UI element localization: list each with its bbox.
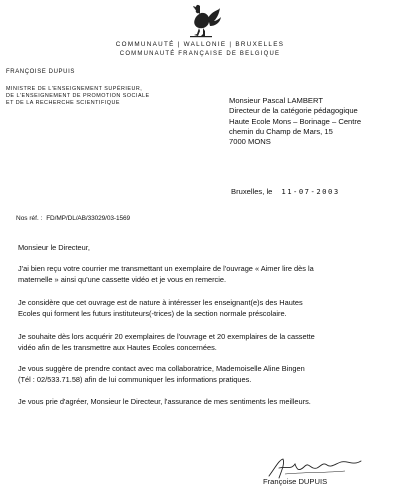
sender-name: FRANÇOISE DUPUIS: [6, 69, 75, 75]
paragraph-line: vidéo afin de les transmettre aux Hautes Ecoles concernées.: [18, 342, 217, 352]
reference-label: Nos réf. :: [16, 215, 43, 222]
paragraph-2: [18, 298, 303, 319]
signatory-name: Françoise DUPUIS: [263, 477, 328, 486]
address-line: Monsieur Pascal LAMBERT: [229, 96, 323, 105]
reference-value: FD/MP/DL/AB/33029/03-1569: [46, 215, 131, 222]
ministry-title: [6, 86, 150, 107]
ministry-line: ET DE LA RECHERCHE SCIENTIFIQUE: [6, 100, 120, 106]
paragraph-4: [18, 364, 305, 385]
paragraph-line: Je souhaite dès lors acquérir 20 exemplaires de l'ouvrage et 20 exemplaires de la cassette: [18, 332, 315, 341]
date-stamp: 11-07-2003: [281, 187, 340, 196]
closing-paragraph: [18, 397, 311, 408]
date-line: [231, 187, 340, 196]
address-line: 7000 MONS: [229, 137, 271, 147]
rooster-logo-icon: [180, 2, 224, 40]
recipient-address: [229, 96, 361, 147]
paragraph-line: Je considère que cet ouvrage est de nature à intéresser les enseignant(e)s des Hautes: [18, 298, 303, 307]
ministry-line: MINISTRE DE L'ENSEIGNEMENT SUPÉRIEUR,: [6, 86, 143, 92]
address-line: chemin du Champ de Mars, 15: [229, 126, 333, 136]
salutation: Monsieur le Directeur,: [18, 243, 90, 252]
paragraph-line: maternelle » ainsi qu'une cassette vidéo et je vous en remercie.: [18, 274, 227, 284]
letterhead-line-1: COMMUNAUTÉ | WALLONIE | BRUXELLES: [115, 41, 285, 48]
paragraph-line: (Tél : 02/533.71.58) afin de lui communiquer les informations pratiques.: [18, 374, 252, 384]
paragraph-line: Je vous prie d'agréer, Monsieur le Directeur, l'assurance de mes sentiments les meilleurs.: [18, 397, 311, 406]
paragraph-line: Je vous suggère de prendre contact avec ma collaboratrice, Mademoiselle Aline Bingen: [18, 364, 305, 373]
ministry-line: DE L'ENSEIGNEMENT DE PROMOTION SOCIALE: [6, 93, 150, 99]
paragraph-line: J'ai bien reçu votre courrier me transmettant un exemplaire de l'ouvrage « Aimer lire dès la: [18, 264, 314, 273]
paragraph-1: [18, 264, 314, 285]
date-place: Bruxelles, le: [231, 187, 273, 196]
reference-line: [16, 215, 130, 222]
letterhead-line-2: COMMUNAUTÉ FRANÇAISE DE BELGIQUE: [119, 51, 281, 57]
paragraph-3: [18, 332, 315, 353]
address-line: Directeur de la catégorie pédagogique: [229, 106, 358, 116]
paragraph-line: Ecoles qui forment les futurs instituteurs(-trices) de la section normale préscolaire.: [18, 308, 287, 318]
address-line: Haute Ecole Mons – Borinage – Centre: [229, 116, 362, 126]
